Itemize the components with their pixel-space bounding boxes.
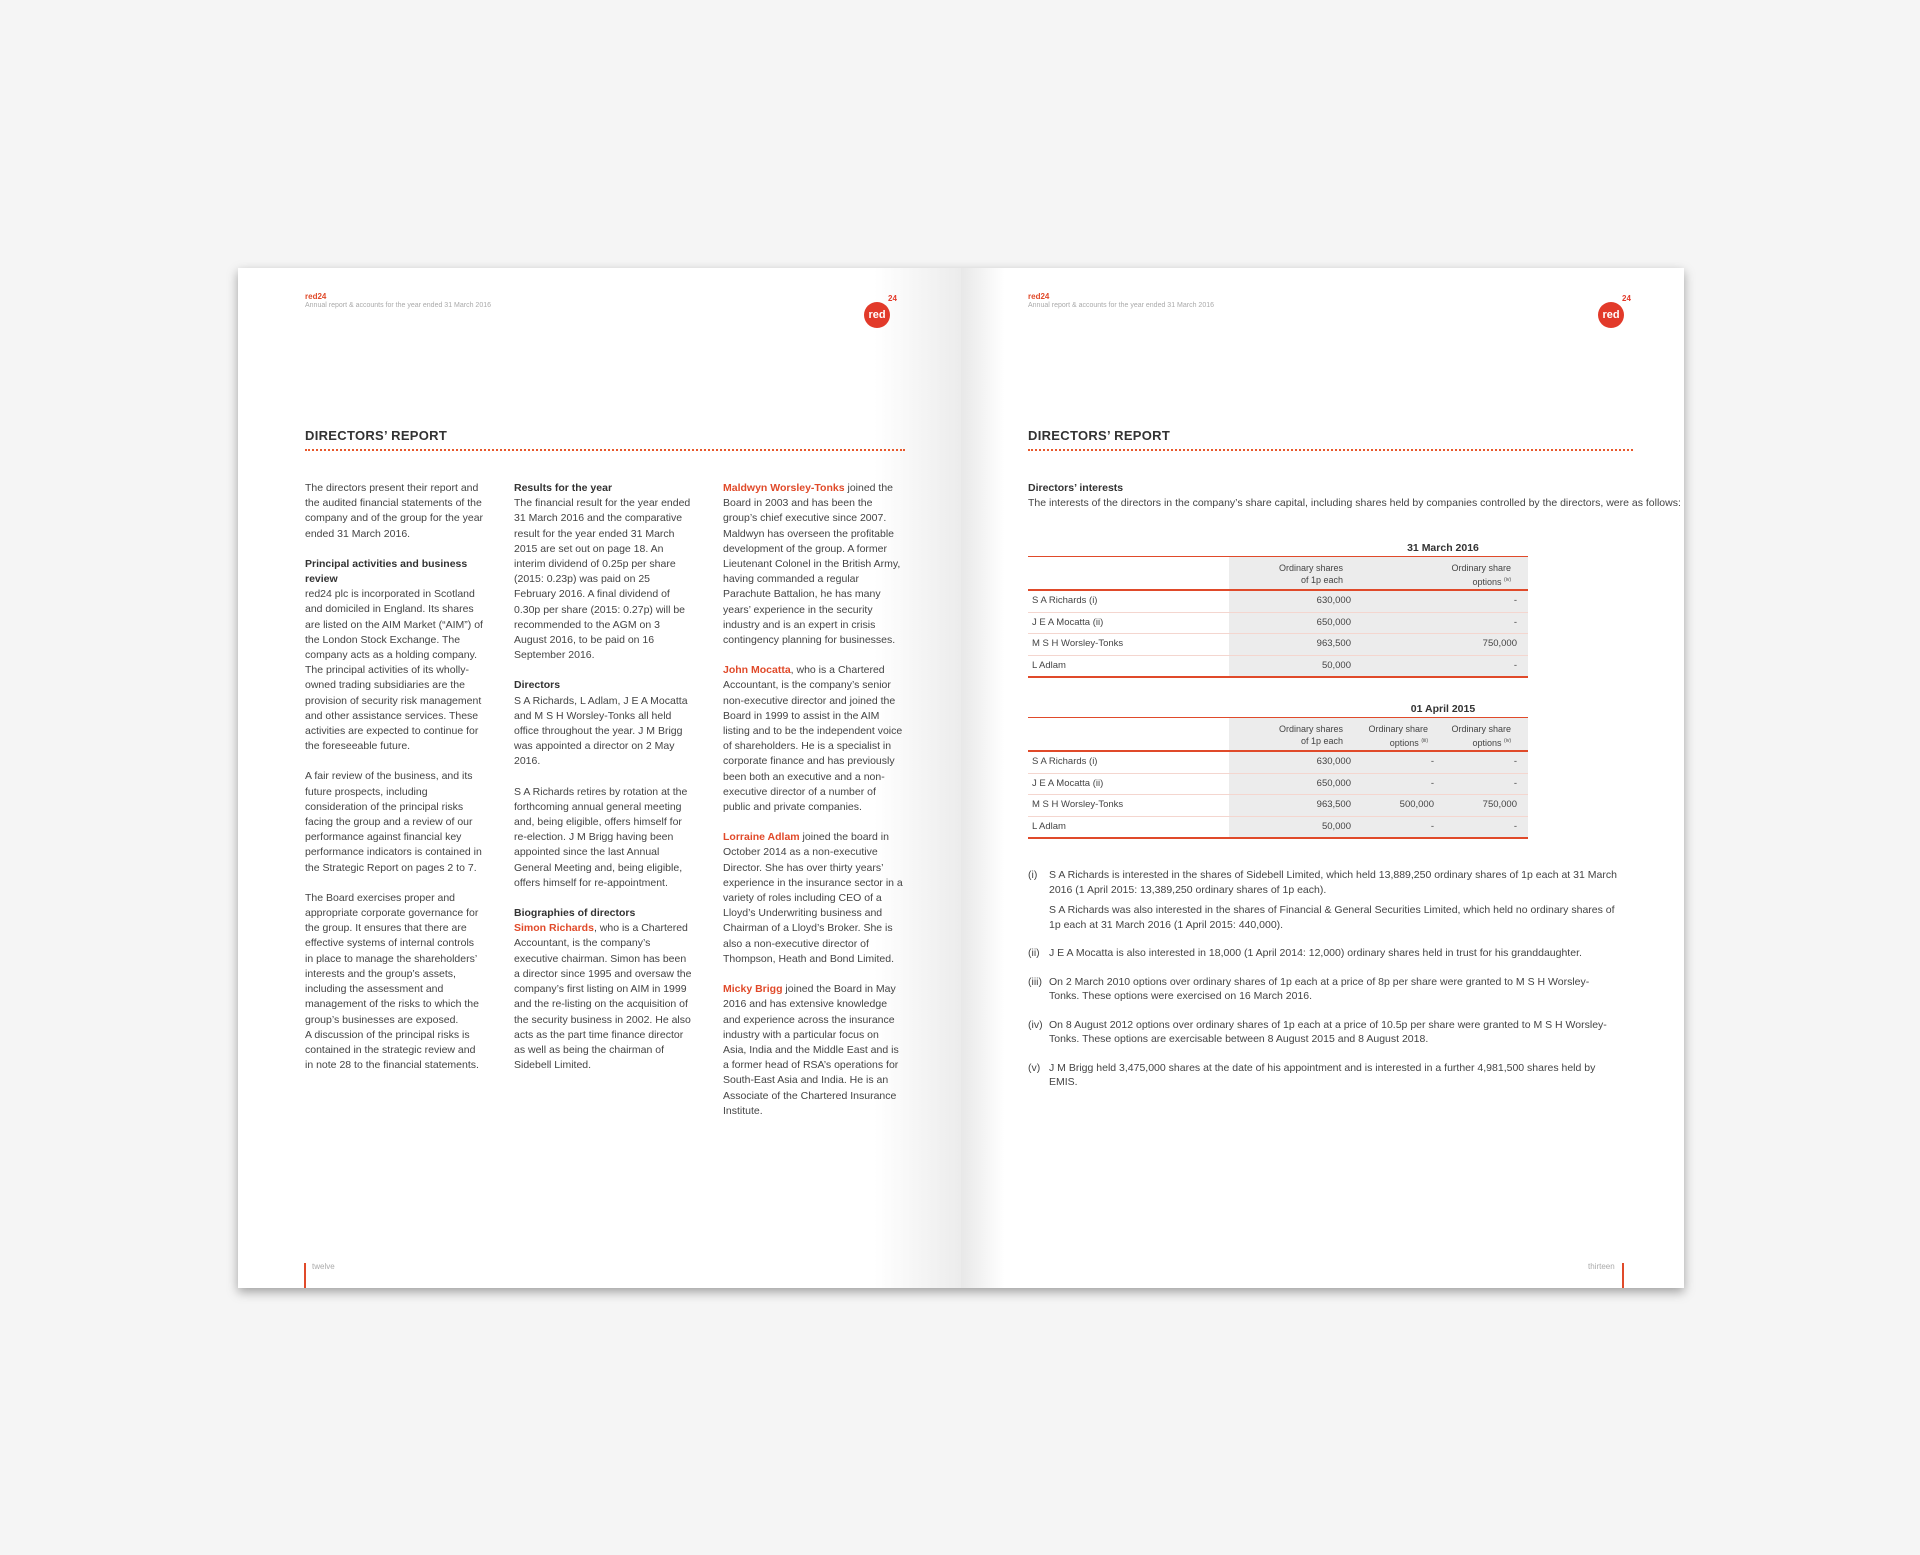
footnote-text: J M Brigg held 3,475,000 shares at the date of his appointment and is interested in a further 4,981,500 shares held by EMIS. <box>1049 1061 1596 1088</box>
director-cell: J E A Mocatta (ii) <box>1032 777 1104 789</box>
director-cell: M S H Worsley-Tonks <box>1032 799 1124 810</box>
director-cell: M S H Worsley-Tonks <box>1032 638 1124 649</box>
column-1 <box>305 481 485 1088</box>
paragraph <box>723 830 903 967</box>
header-line: Ordinary shares <box>1278 724 1343 734</box>
column-header <box>1253 562 1343 586</box>
footnote <box>1028 975 1618 1004</box>
footnote <box>1028 1018 1618 1047</box>
shares-cell: 963,500 <box>1316 799 1351 810</box>
right-page <box>961 268 1684 1288</box>
header-brand: red24 <box>1028 292 1050 301</box>
paragraph <box>723 481 903 648</box>
footnote-text: On 8 August 2012 options over ordinary shares of 1p each at a price of 10.5p per share were granted to M S H Worsley-Tonks. These options are exercisable between 8 August 2015 and 8 August 2018. <box>1049 1018 1607 1045</box>
footnote-text: On 2 March 2010 options over ordinary shares of 1p each at a price of 8p per share were granted to M S H Worsley-Tonks. These options were exercised on 16 March 2016. <box>1049 975 1590 1002</box>
header-line: options <box>1389 738 1419 748</box>
header-subtitle: Annual report & accounts for the year ended 31 March 2016 <box>305 302 492 309</box>
director-cell: S A Richards (i) <box>1032 595 1098 606</box>
director-name: Maldwyn Worsley-Tonks <box>723 482 845 494</box>
options-cell: - <box>1513 595 1517 606</box>
director-cell: J E A Mocatta (ii) <box>1032 616 1104 628</box>
column-header <box>1421 723 1511 749</box>
table-row <box>1028 591 1528 613</box>
header-line: of 1p each <box>1300 575 1343 585</box>
column-header <box>1253 723 1343 747</box>
director-cell: L Adlam <box>1032 820 1066 832</box>
paragraph-text: , who is a Chartered Accountant, is the company’s senior non-executive director and joined the Board in 1999 to assist in the AIM listing and to be the independent voice of shareholders. He is a specialist in corporate finance and has previously been both an executive and a non-executive director of a number of public and private companies. <box>723 664 903 814</box>
options-cell: - <box>1430 756 1434 767</box>
table-row <box>1028 817 1528 840</box>
footnote-ref: (iv) <box>1504 577 1511 583</box>
column-header <box>1338 723 1428 749</box>
paragraph <box>514 678 694 769</box>
paragraph-text: S A Richards, L Adlam, J E A Mocatta and M S H Worsley-Tonks all held office throughout the year. J M Brigg was appointed a director on 2 May 2016. <box>514 694 688 768</box>
title-rule <box>1028 449 1633 451</box>
options-cell: 500,000 <box>1399 799 1434 810</box>
header-brand: red24 <box>305 292 327 301</box>
paragraph-text: The financial result for the year ended 31 March 2016 and the comparative result for the year ended 31 March 2015 are set out on page 18. An interim dividend of 0.25p per share (2015: 0.23p) was paid on 25 February 2016. A final dividend of 0.30p per share (2015: 0.27p) will be recommended to the AGM on 3 August 2016, to be paid on 16 September 2016. <box>514 497 691 662</box>
paragraph-text: , who is a Chartered Accountant, is the company’s executive chairman. Simon has been a director since 1995 and oversaw the company’s first listing on AIM in 1999 and the re-listing on the acquisition of the security business in 2002. He also acts as the part time finance director as well as being the chairman of Sidebell Limited. <box>514 922 692 1072</box>
footer-bar <box>304 1263 306 1288</box>
header-line: Ordinary shares <box>1278 563 1343 573</box>
footnote-number: (iv) <box>1028 1018 1043 1031</box>
options-cell: - <box>1513 616 1517 628</box>
director-name: Micky Brigg <box>723 983 783 996</box>
footnote-number: (iii) <box>1028 975 1042 988</box>
paragraph-text: joined the Board in 2003 and has been the group’s chief executive since 2007. Maldwyn has overseen the profitable development of the group. A former Lieutenant Colonel in the British Army, having commanded a regular Parachute Battalion, he has many years’ experience in the security industry and is an expert in crisis contingency planning for businesses. <box>723 482 901 647</box>
paragraph: A fair review of the business, and its future prospects, including consideration of the principal risks facing the group and a review of our performance against financial key performance indicators is contained in the Strategic Report on pages 2 to 7. <box>305 770 482 874</box>
section-heading: Directors <box>514 679 561 692</box>
options-cell: - <box>1430 820 1434 832</box>
section-heading: Principal activities and business review <box>305 557 468 586</box>
paragraph <box>723 663 903 815</box>
section-heading: Biographies of directors <box>514 907 636 920</box>
document-spread <box>238 268 1684 1288</box>
column-header <box>1421 562 1511 588</box>
header-subtitle: Annual report & accounts for the year ended 31 March 2016 <box>1028 302 1215 309</box>
paragraph: The directors present their report and the audited financial statements of the company and of the group for the year ended 31 March 2016. <box>305 482 484 540</box>
options-cell: - <box>1513 659 1517 671</box>
paragraph: S A Richards retires by rotation at the forthcoming annual general meeting and, being eligible, offers himself for re-election. J M Brigg having been appointed since the last Annual General Meeting and, being eligible, offers himself for re-appointment. <box>514 785 688 889</box>
director-cell: S A Richards (i) <box>1032 756 1098 767</box>
logo-superscript: 24 <box>1622 294 1631 303</box>
logo-superscript: 24 <box>888 294 897 303</box>
footnote <box>1028 868 1618 932</box>
title-rule <box>305 449 905 451</box>
table-title: 31 March 2016 <box>1407 542 1479 554</box>
footnote-text: S A Richards was also interested in the shares of Financial & General Securities Limited, which held no ordinary shares of 1p each at 31 March 2016 (1 April 2015: 440,000). <box>1049 904 1615 931</box>
table-row <box>1028 656 1528 679</box>
paragraph-text: A discussion of the principal risks is contained in the strategic review and in note 28 to the financial statements. <box>305 1028 479 1072</box>
director-cell: L Adlam <box>1032 659 1066 671</box>
page-number: twelve <box>312 1262 335 1271</box>
header-line: Ordinary share <box>1451 724 1511 734</box>
options-cell: - <box>1513 820 1517 832</box>
paragraph-text: joined the Board in May 2016 and has extensive knowledge and experience across the insurance industry with a particular focus on Asia, India and the Middle East and is a former head of RSA’s operations for South-East Asia and India. He is an Associate of the Chartered Insurance Institute. <box>723 983 899 1117</box>
options-cell: - <box>1430 777 1434 789</box>
shares-cell: 50,000 <box>1321 659 1351 671</box>
page-title: DIRECTORS’ REPORT <box>305 428 448 443</box>
shares-cell: 650,000 <box>1316 616 1351 628</box>
footnote-text: J E A Mocatta is also interested in 18,000 (1 April 2014: 12,000) ordinary shares held in trust for his granddaughter. <box>1049 947 1582 959</box>
paragraph <box>305 891 485 1073</box>
page-number: thirteen <box>1588 1262 1615 1271</box>
header-line: options <box>1472 577 1502 587</box>
column-3 <box>723 481 903 1134</box>
red24-logo <box>864 302 890 328</box>
shares-cell: 650,000 <box>1316 777 1351 789</box>
page-title: DIRECTORS’ REPORT <box>1028 428 1171 443</box>
red24-logo <box>1598 302 1624 328</box>
table-title: 01 April 2015 <box>1410 703 1476 715</box>
table-row <box>1028 634 1528 656</box>
footnote <box>1028 946 1618 961</box>
footer-bar <box>1622 1263 1624 1288</box>
paragraph-text: The Board exercises proper and appropriate corporate governance for the group. It ensures that there are effective systems of internal controls in place to manage the shareholders’ interests and the group’s assets, including the assessment and management of the risks to which the group’s businesses are exposed. <box>305 891 479 1026</box>
header-line: Ordinary share <box>1451 563 1511 573</box>
interests-text: The interests of the directors in the company’s share capital, including shares held by companies controlled by the directors, were as follows: <box>1028 497 1681 509</box>
footnote-ref: (iii) <box>1421 738 1428 744</box>
director-name: Simon Richards <box>514 922 594 935</box>
footnote-number: (i) <box>1028 869 1038 881</box>
interests-table-2015 <box>1028 717 1528 839</box>
options-cell: - <box>1513 777 1517 789</box>
table-row <box>1028 752 1528 774</box>
shares-cell: 630,000 <box>1316 756 1351 767</box>
left-page <box>238 268 961 1288</box>
logo-text: red <box>868 309 886 321</box>
footnote <box>1028 1061 1618 1090</box>
header-line: of 1p each <box>1300 736 1343 746</box>
table-header <box>1028 717 1528 752</box>
shares-cell: 50,000 <box>1321 820 1351 832</box>
header-line: options <box>1472 738 1502 748</box>
paragraph-text: red24 plc is incorporated in Scotland and domiciled in England. Its shares are listed on the AIM Market (“AIM”) of the London Stock Exchange. The company acts as a holding company. The principal activities of its wholly-owned trading subsidiaries are the provision of security risk management and other assistance services. These activities are expected to continue for the foreseeable future. <box>305 588 483 753</box>
director-name: Lorraine Adlam <box>723 831 800 844</box>
section-heading: Results for the year <box>514 482 613 494</box>
footnote-ref: (iv) <box>1504 738 1511 744</box>
footnote-text: S A Richards is interested in the shares of Sidebell Limited, which held 13,889,250 ordinary shares of 1p each at 31 March 2016 (1 April 2015: 13,389,250 ordinary shares of 1p each). <box>1049 869 1617 896</box>
paragraph <box>514 906 694 1073</box>
footnotes <box>1028 868 1618 1104</box>
interests-table-2016 <box>1028 556 1528 678</box>
paragraph-text: joined the board in October 2014 as a non-executive Director. She has over thirty years’ experience in the insurance sector in a variety of roles including CEO of a Lloyd’s Underwriting business and Chairman of a Lloyd’s Broker. She is also a non-executive director of Thompson, Heath and Bond Limited. <box>723 831 903 965</box>
paragraph <box>723 982 903 1119</box>
table-row <box>1028 613 1528 635</box>
logo-text: red <box>1602 309 1620 321</box>
table-row <box>1028 795 1528 817</box>
director-name: John Mocatta <box>723 664 791 677</box>
footnote-number: (v) <box>1028 1061 1041 1074</box>
table-header <box>1028 556 1528 591</box>
column-2 <box>514 481 694 1088</box>
options-cell: 750,000 <box>1482 638 1517 649</box>
paragraph <box>514 481 694 663</box>
shares-cell: 630,000 <box>1316 595 1351 606</box>
interests-heading: Directors’ interests <box>1028 482 1124 494</box>
header-line: Ordinary share <box>1368 724 1428 734</box>
paragraph <box>305 557 485 755</box>
shares-cell: 963,500 <box>1316 638 1351 649</box>
table-row <box>1028 774 1528 796</box>
footnote-number: (ii) <box>1028 947 1040 959</box>
options-cell: - <box>1513 756 1517 767</box>
options-cell: 750,000 <box>1482 799 1517 810</box>
